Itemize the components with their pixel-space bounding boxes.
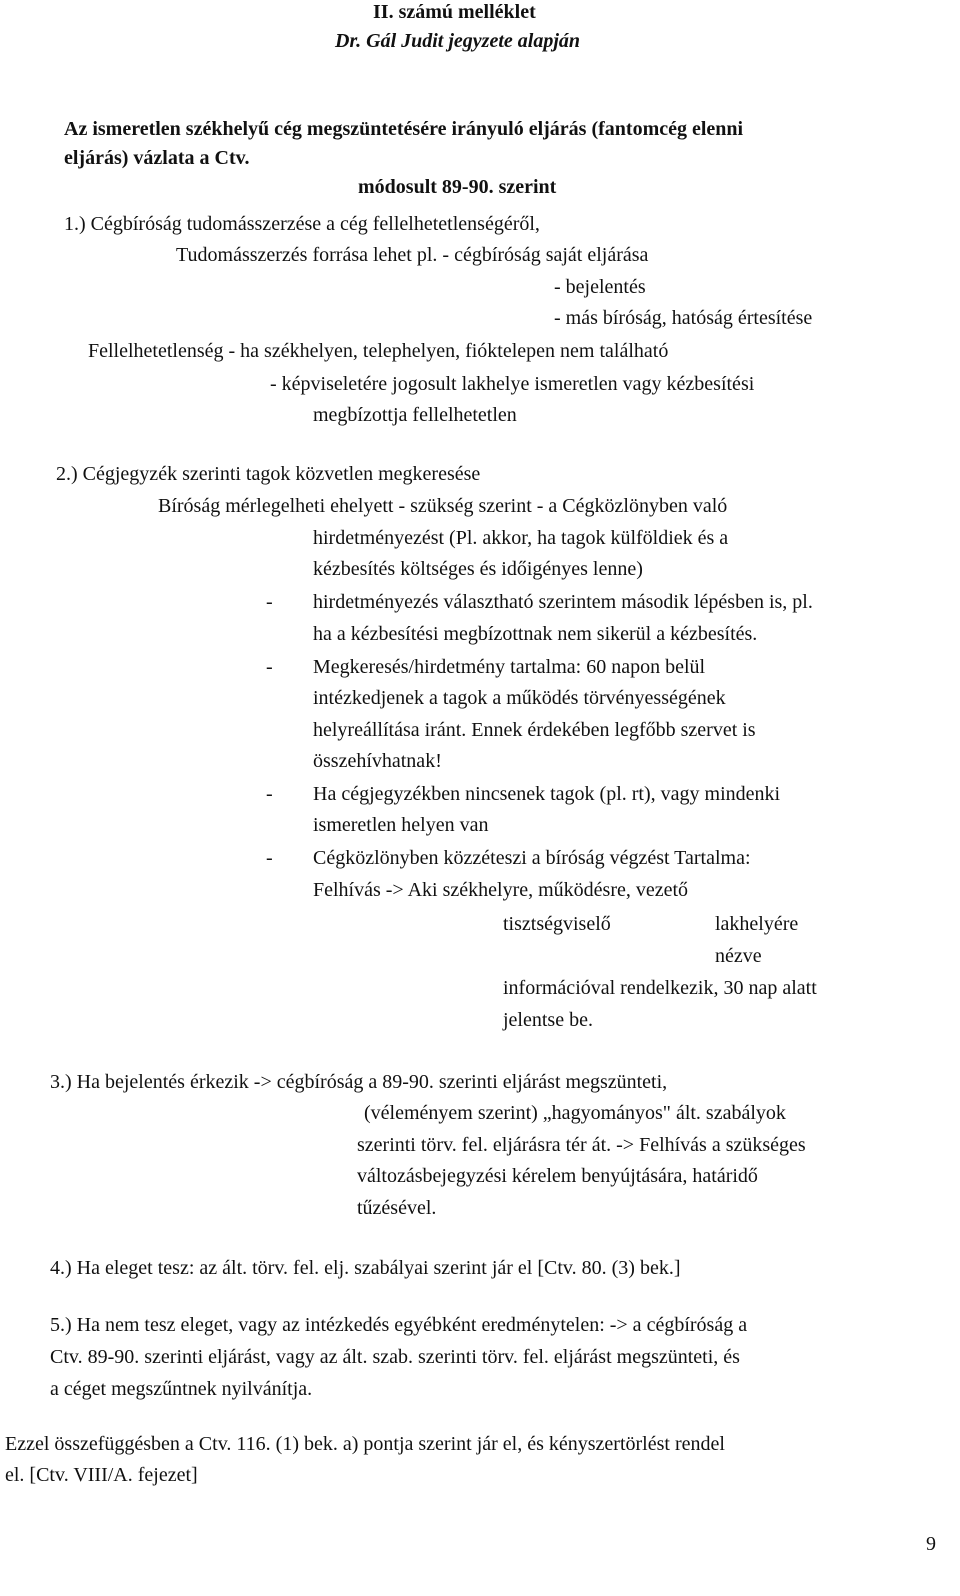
section-2-line-17: jelentse be. <box>503 1009 593 1031</box>
section-2-line-13: Felhívás -> Aki székhelyre, működésre, vezető <box>313 879 689 901</box>
section-2-line-15: nézve <box>715 945 762 967</box>
section-1-heading: 1.) Cégbíróság tudomásszerzése a cég fellelhetetlenségéről, <box>64 213 540 235</box>
section-2-heading: 2.) Cégjegyzék szerinti tagok közvetlen megkeresése <box>56 463 481 485</box>
section-1-definition: Fellelhetetlenség - ha székhelyen, telephelyen, fióktelepen nem található <box>88 340 669 362</box>
section-3-line-2: (véleményem szerint) „hagyományos" ált. szabályok <box>364 1102 786 1124</box>
section-1-source: Tudomásszerzés forrása lehet pl. - cégbíróság saját eljárása <box>176 244 649 266</box>
section-1-alt-b: megbízottja fellelhetetlen <box>313 404 517 426</box>
section-2-line-2: hirdetményezést (Pl. akkor, ha tagok külföldiek és a <box>313 527 729 549</box>
author-note: Dr. Gál Judit jegyzete alapján <box>335 30 580 52</box>
section-3-line-1: 3.) Ha bejelentés érkezik -> cégbíróság a 89-90. szerinti eljárást megszünteti, <box>50 1071 668 1093</box>
appendix-label: II. számú melléklet <box>373 1 536 23</box>
section-2-line-1: Bíróság mérlegelheti ehelyett - szükség szerint - a Cégközlönyben való <box>158 495 728 517</box>
section-2-line-10: Ha cégjegyzékben nincsenek tagok (pl. rt), vagy mindenki <box>313 783 781 805</box>
page-number: 9 <box>926 1533 936 1555</box>
section-1-option-1: - bejelentés <box>554 276 646 298</box>
section-1-alt-a: - képviseletére jogosult lakhelye ismeretlen vagy kézbesítési <box>270 373 755 395</box>
section-2-line-8: helyreállítása iránt. Ennek érdekében legfőbb szervet is <box>313 719 756 741</box>
section-2-line-12: Cégközlönyben közzéteszi a bíróság végzést Tartalma: <box>313 847 751 869</box>
title-line-1: Az ismeretlen székhelyű cég megszüntetésére irányuló eljárás (fantomcég elenni <box>64 118 744 140</box>
section-1-option-2: - más bíróság, hatóság értesítése <box>554 307 813 329</box>
section-5-line-1: 5.) Ha nem tesz eleget, vagy az intézkedés egyébként eredménytelen: -> a cégbíróság a <box>50 1314 748 1336</box>
title-line-2: eljárás) vázlata a Ctv. <box>64 147 250 169</box>
section-2-line-16: információval rendelkezik, 30 nap alatt <box>503 977 817 999</box>
closing-line-2: el. [Ctv. VIII/A. fejezet] <box>5 1464 198 1486</box>
section-4-line-1: 4.) Ha eleget tesz: az ált. törv. fel. elj. szabályai szerint jár el [Ctv. 80. (3) bek.] <box>50 1257 681 1279</box>
closing-line-1: Ezzel összefüggésben a Ctv. 116. (1) bek. a) pontja szerint jár el, és kényszertörlést rendel <box>5 1433 725 1455</box>
section-2-dash: - <box>266 783 273 805</box>
section-2-line-4: hirdetményezés választható szerintem második lépésben is, pl. <box>313 591 813 613</box>
section-2-dash: - <box>266 847 273 869</box>
section-2-line-14b: lakhelyére <box>715 913 799 935</box>
section-3-line-4: változásbejegyzési kérelem benyújtására, határidő <box>357 1165 758 1187</box>
section-2-line-5: ha a kézbesítési megbízottnak nem sikerül a kézbesítés. <box>313 623 758 645</box>
section-2-line-7: intézkedjenek a tagok a működés törvényességének <box>313 687 726 709</box>
section-2-line-6: Megkeresés/hirdetmény tartalma: 60 napon belül <box>313 656 706 678</box>
title-line-3: módosult 89-90. szerint <box>358 176 557 198</box>
section-2-line-3: kézbesítés költséges és időigényes lenne) <box>313 558 643 580</box>
section-2-dash: - <box>266 591 273 613</box>
section-3-line-5: tűzésével. <box>357 1197 437 1219</box>
section-2-line-11: ismeretlen helyen van <box>313 814 489 836</box>
section-3-line-3: szerinti törv. fel. eljárásra tér át. -> Felhívás a szükséges <box>357 1134 806 1156</box>
section-5-line-3: a céget megszűntnek nyilvánítja. <box>50 1378 313 1400</box>
section-5-line-2: Ctv. 89-90. szerinti eljárást, vagy az ált. szab. szerinti törv. fel. eljárást megszünteti, és <box>50 1346 740 1368</box>
section-2-line-9: összehívhatnak! <box>313 750 442 772</box>
section-2-dash: - <box>266 656 273 678</box>
section-2-line-14a: tisztségviselő <box>503 913 611 935</box>
